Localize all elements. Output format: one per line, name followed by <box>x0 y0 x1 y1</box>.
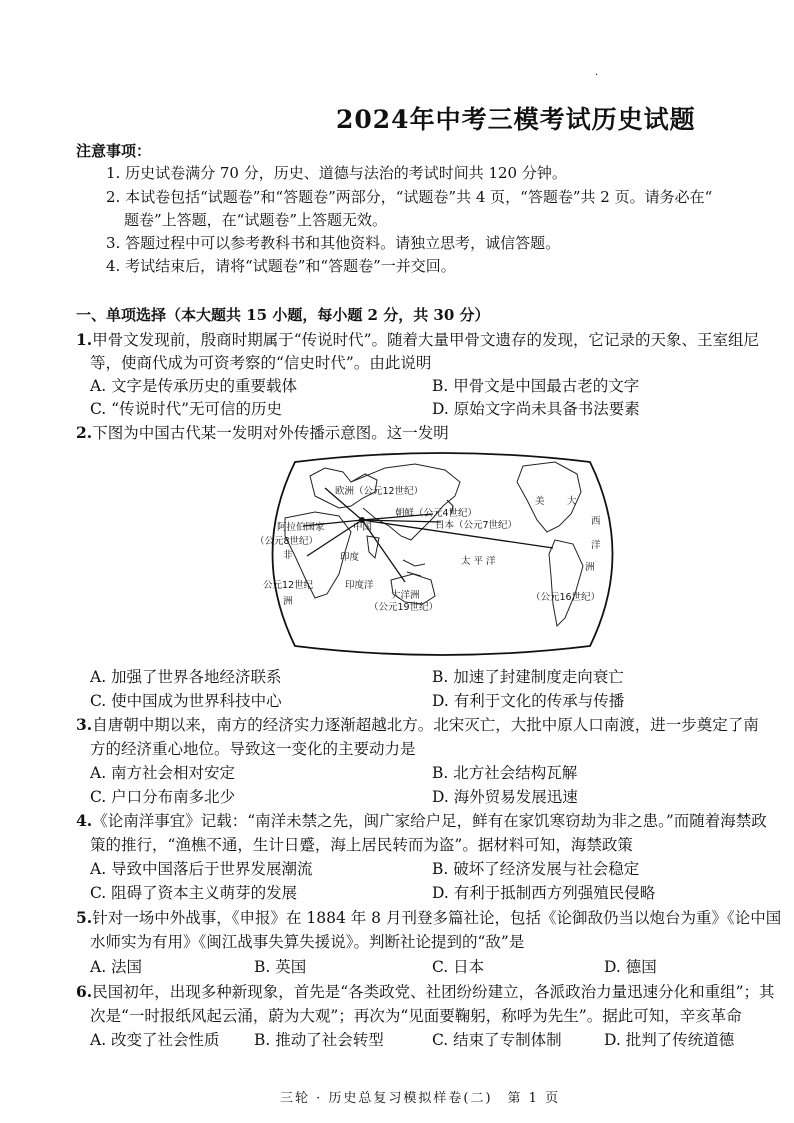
option-d: D. 原始文字尚未具备书法要素 <box>432 400 640 418</box>
question-number: 3. <box>76 715 93 734</box>
notice-heading: 注意事项： <box>76 142 152 160</box>
question-number: 2. <box>76 423 93 442</box>
label-japan: 日本（公元7世纪） <box>435 520 518 531</box>
question-number: 6. <box>76 982 93 1001</box>
option-c: C. 阻碍了资本主义萌芽的发展 <box>90 884 298 902</box>
question-text: 下图为中国古代某一发明对外传播示意图。这一发明 <box>92 424 449 442</box>
label-pacific: 太 平 洋 <box>461 556 496 567</box>
question-number: 4. <box>76 811 93 830</box>
label-korea: 朝鲜（公元4世纪） <box>395 508 478 519</box>
notice-item: 1. 历史试卷满分 70 分，历史、道德与法治的考试时间共 120 分钟。 <box>106 164 567 182</box>
label-africa-fei: 非 <box>283 550 293 561</box>
option-c: C. “传说时代”无可信的历史 <box>90 400 283 418</box>
notice-item: 3. 答题过程中可以参考教科书和其他资料。请独立思考，诚信答题。 <box>106 234 561 252</box>
option-a: A. 文字是传承历史的重要载体 <box>90 377 298 395</box>
question-4-stem <box>76 809 767 833</box>
question-1-stem <box>76 328 759 352</box>
question-5-stem <box>76 906 781 930</box>
label-arab: 阿拉伯国家 <box>277 522 325 533</box>
notice-item: 2. 本试卷包括“试题卷”和“答题卷”两部分，“试题卷”共 4 页，“答题卷”共 2 页。请务必在“ <box>106 188 713 206</box>
question-text: 水师实为有用》《闽江战事失算失援说》。判断社论提到的“敌”是 <box>90 933 525 951</box>
question-text: 民国初年，出现多种新现象，首先是“各类政党、社团纷纷建立，各派政治力量迅速分化和重组”；其 <box>92 983 775 1001</box>
stray-mark: · <box>595 70 599 81</box>
option-a: A. 改变了社会性质 <box>90 1031 220 1049</box>
option-a: A. 法国 <box>90 958 143 976</box>
label-china: 中国 <box>353 522 373 533</box>
question-3-stem <box>76 713 759 737</box>
option-d: D. 海外贸易发展迅速 <box>432 788 578 806</box>
label-europe: 欧洲（公元12世纪） <box>335 486 424 497</box>
question-text: 针对一场中外战事，《申报》在 1884 年 8 月刊登多篇社论，包括《论御敌仍当以炮台为重》《论中国 <box>92 909 782 927</box>
label-india: 印度 <box>340 552 360 563</box>
label-am-mei: 美 <box>535 496 545 507</box>
label-indian-ocean: 印度洋 <box>345 580 374 591</box>
question-number: 1. <box>76 330 93 349</box>
question-2-stem <box>76 421 449 445</box>
notice-item: 题卷”上答题，在“试题卷”上答题无效。 <box>124 211 388 229</box>
question-text: 自唐朝中期以来，南方的经济实力逐渐超越北方。北宋灭亡，大批中原人口南渡，进一步奠定了南 <box>92 716 759 734</box>
question-text: 《论南洋事宜》记载：“南洋未禁之先，闽广家给户足，鲜有在家饥寒窃劫为非之患。”而随着海禁政 <box>92 812 767 830</box>
option-b: B. 甲骨文是中国最古老的文字 <box>432 377 640 395</box>
label-africa-date: 公元12世纪 <box>263 580 314 591</box>
option-c: C. 日本 <box>432 958 485 976</box>
question-text: 方的经济重心地位。导致这一变化的主要动力是 <box>90 740 416 758</box>
question-text: 次是“一时报纸风起云涌，蔚为大观”；再次为“见面要鞠躬，称呼为先生”。据此可知，辛亥革命 <box>90 1007 742 1025</box>
question-6-stem <box>76 980 775 1004</box>
option-c: C. 结束了专制体制 <box>432 1031 562 1049</box>
option-d: D. 批判了传统道德 <box>604 1031 735 1049</box>
page-title: 2024年中考三模考试历史试题 <box>336 105 696 134</box>
option-b: B. 加速了封建制度走向衰亡 <box>432 668 624 686</box>
option-a: A. 南方社会相对安定 <box>90 764 236 782</box>
label-am-date: （公元16世纪） <box>531 592 601 603</box>
option-b: B. 英国 <box>254 958 307 976</box>
label-am-yang: 洋 <box>591 540 601 551</box>
label-am-zhou: 洲 <box>585 562 595 573</box>
label-arab-date: （公元8世纪） <box>255 536 319 547</box>
question-number: 5. <box>76 908 93 927</box>
option-a: A. 导致中国落后于世界发展潮流 <box>90 860 313 878</box>
question-text: 策的推行，“渔樵不通，生计日蹙，海上居民转而为盗”。据材料可知，海禁政策 <box>90 836 633 854</box>
transmission-map <box>255 448 630 660</box>
option-a: A. 加强了世界各地经济联系 <box>90 668 282 686</box>
label-oceania: 大洋洲 <box>391 590 420 601</box>
page-footer: 三轮 · 历史总复习模拟样卷(二) 第 1 页 <box>280 1091 561 1106</box>
label-africa-zhou: 洲 <box>283 596 293 607</box>
label-am-xi: 西 <box>591 516 601 527</box>
option-b: B. 破坏了经济发展与社会稳定 <box>432 860 640 878</box>
question-text: 等，使商代成为可资考察的“信史时代”。由此说明 <box>90 354 432 372</box>
option-b: B. 推动了社会转型 <box>254 1031 384 1049</box>
option-b: B. 北方社会结构瓦解 <box>432 764 578 782</box>
section-heading: 一、单项选择（本大题共 15 小题，每小题 2 分，共 30 分） <box>76 306 490 324</box>
label-oceania-date: （公元19世纪） <box>369 602 439 613</box>
option-d: D. 有利于文化的传承与传播 <box>432 692 625 710</box>
option-d: D. 德国 <box>604 958 657 976</box>
option-d: D. 有利于抵制西方列强殖民侵略 <box>432 884 656 902</box>
label-am-da: 大 <box>567 496 577 507</box>
option-c: C. 使中国成为世界科技中心 <box>90 692 282 710</box>
option-c: C. 户口分布南多北少 <box>90 788 236 806</box>
notice-item: 4. 考试结束后，请将“试题卷”和“答题卷”一并交回。 <box>106 257 456 275</box>
question-text: 甲骨文发现前，殷商时期属于“传说时代”。随着大量甲骨文遗存的发现，它记录的天象、王室组尼 <box>92 331 760 349</box>
